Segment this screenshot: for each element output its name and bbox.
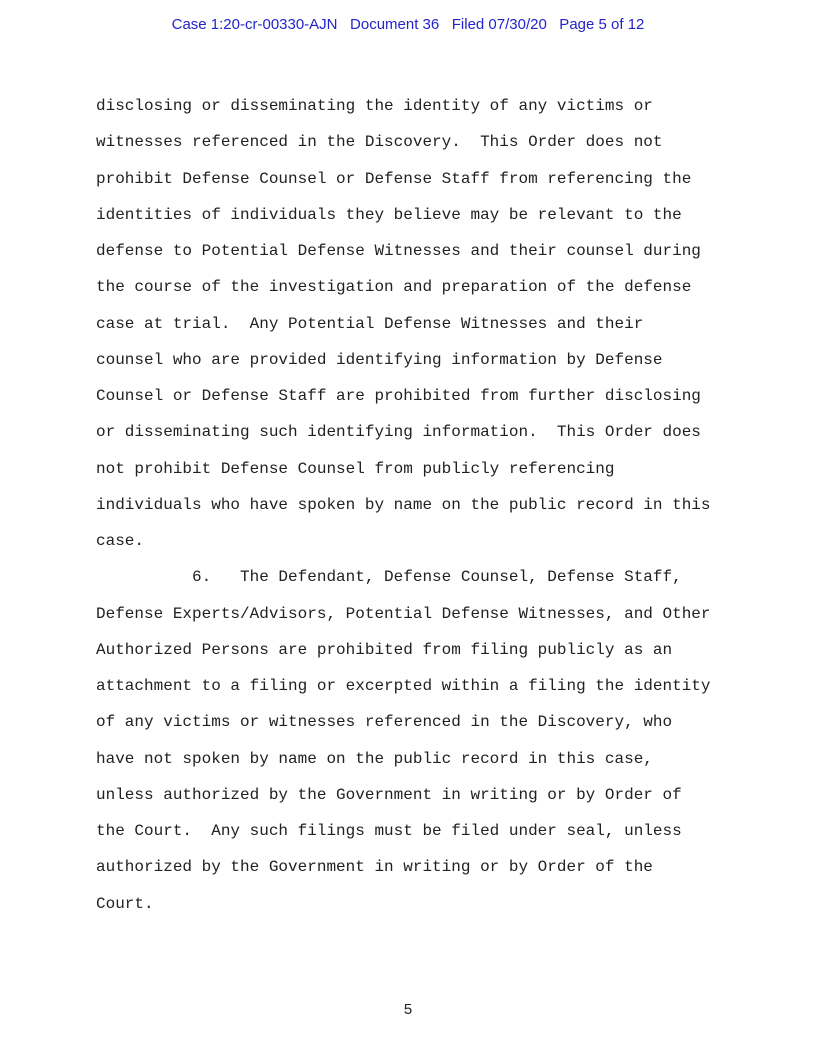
- document-line: authorized by the Government in writing or by Order of the: [96, 858, 653, 877]
- document-line: Court.: [96, 894, 154, 913]
- document-line: prohibit Defense Counsel or Defense Staff from referencing the: [96, 169, 692, 188]
- document-line: individuals who have spoken by name on the public record in this: [96, 495, 711, 514]
- document-line: Counsel or Defense Staff are prohibited from further disclosing: [96, 387, 701, 405]
- document-body: [96, 88, 756, 922]
- document-line: defense to Potential Defense Witnesses and their counsel during: [96, 242, 701, 260]
- document-line: have not spoken by name on the public record in this case,: [96, 749, 653, 768]
- page-number: 5: [403, 1002, 413, 1019]
- document-line: not prohibit Defense Counsel from publicly referencing: [96, 459, 615, 478]
- document-line: or disseminating such identifying information. This Order does: [96, 423, 701, 442]
- document-line: disclosing or disseminating the identity of any victims or: [96, 97, 653, 115]
- document-line: case.: [96, 532, 145, 550]
- document-line: Authorized Persons are prohibited from filing publicly as an: [96, 640, 673, 659]
- document-line: attachment to a filing or excerpted within a filing the identity: [96, 677, 711, 695]
- document-line: identities of individuals they believe may be relevant to the: [96, 205, 682, 224]
- document-line: of any victims or witnesses referenced in the Discovery, who: [96, 713, 673, 732]
- document-line: the course of the investigation and preparation of the defense: [96, 278, 692, 297]
- case-header-stamp: Case 1:20-cr-00330-AJN Document 36 Filed 07/30/20 Page 5 of 12: [171, 16, 645, 33]
- document-line: counsel who are provided identifying information by Defense: [96, 350, 663, 369]
- document-line: witnesses referenced in the Discovery. This Order does not: [96, 133, 663, 152]
- document-line: unless authorized by the Government in writing or by Order of: [96, 785, 682, 804]
- document-line: Defense Experts/Advisors, Potential Defense Witnesses, and Other: [96, 604, 711, 623]
- document-line: case at trial. Any Potential Defense Witnesses and their: [96, 314, 644, 333]
- document-line: 6. The Defendant, Defense Counsel, Defense Staff,: [96, 568, 682, 587]
- document-line: the Court. Any such filings must be filed under seal, unless: [96, 822, 682, 840]
